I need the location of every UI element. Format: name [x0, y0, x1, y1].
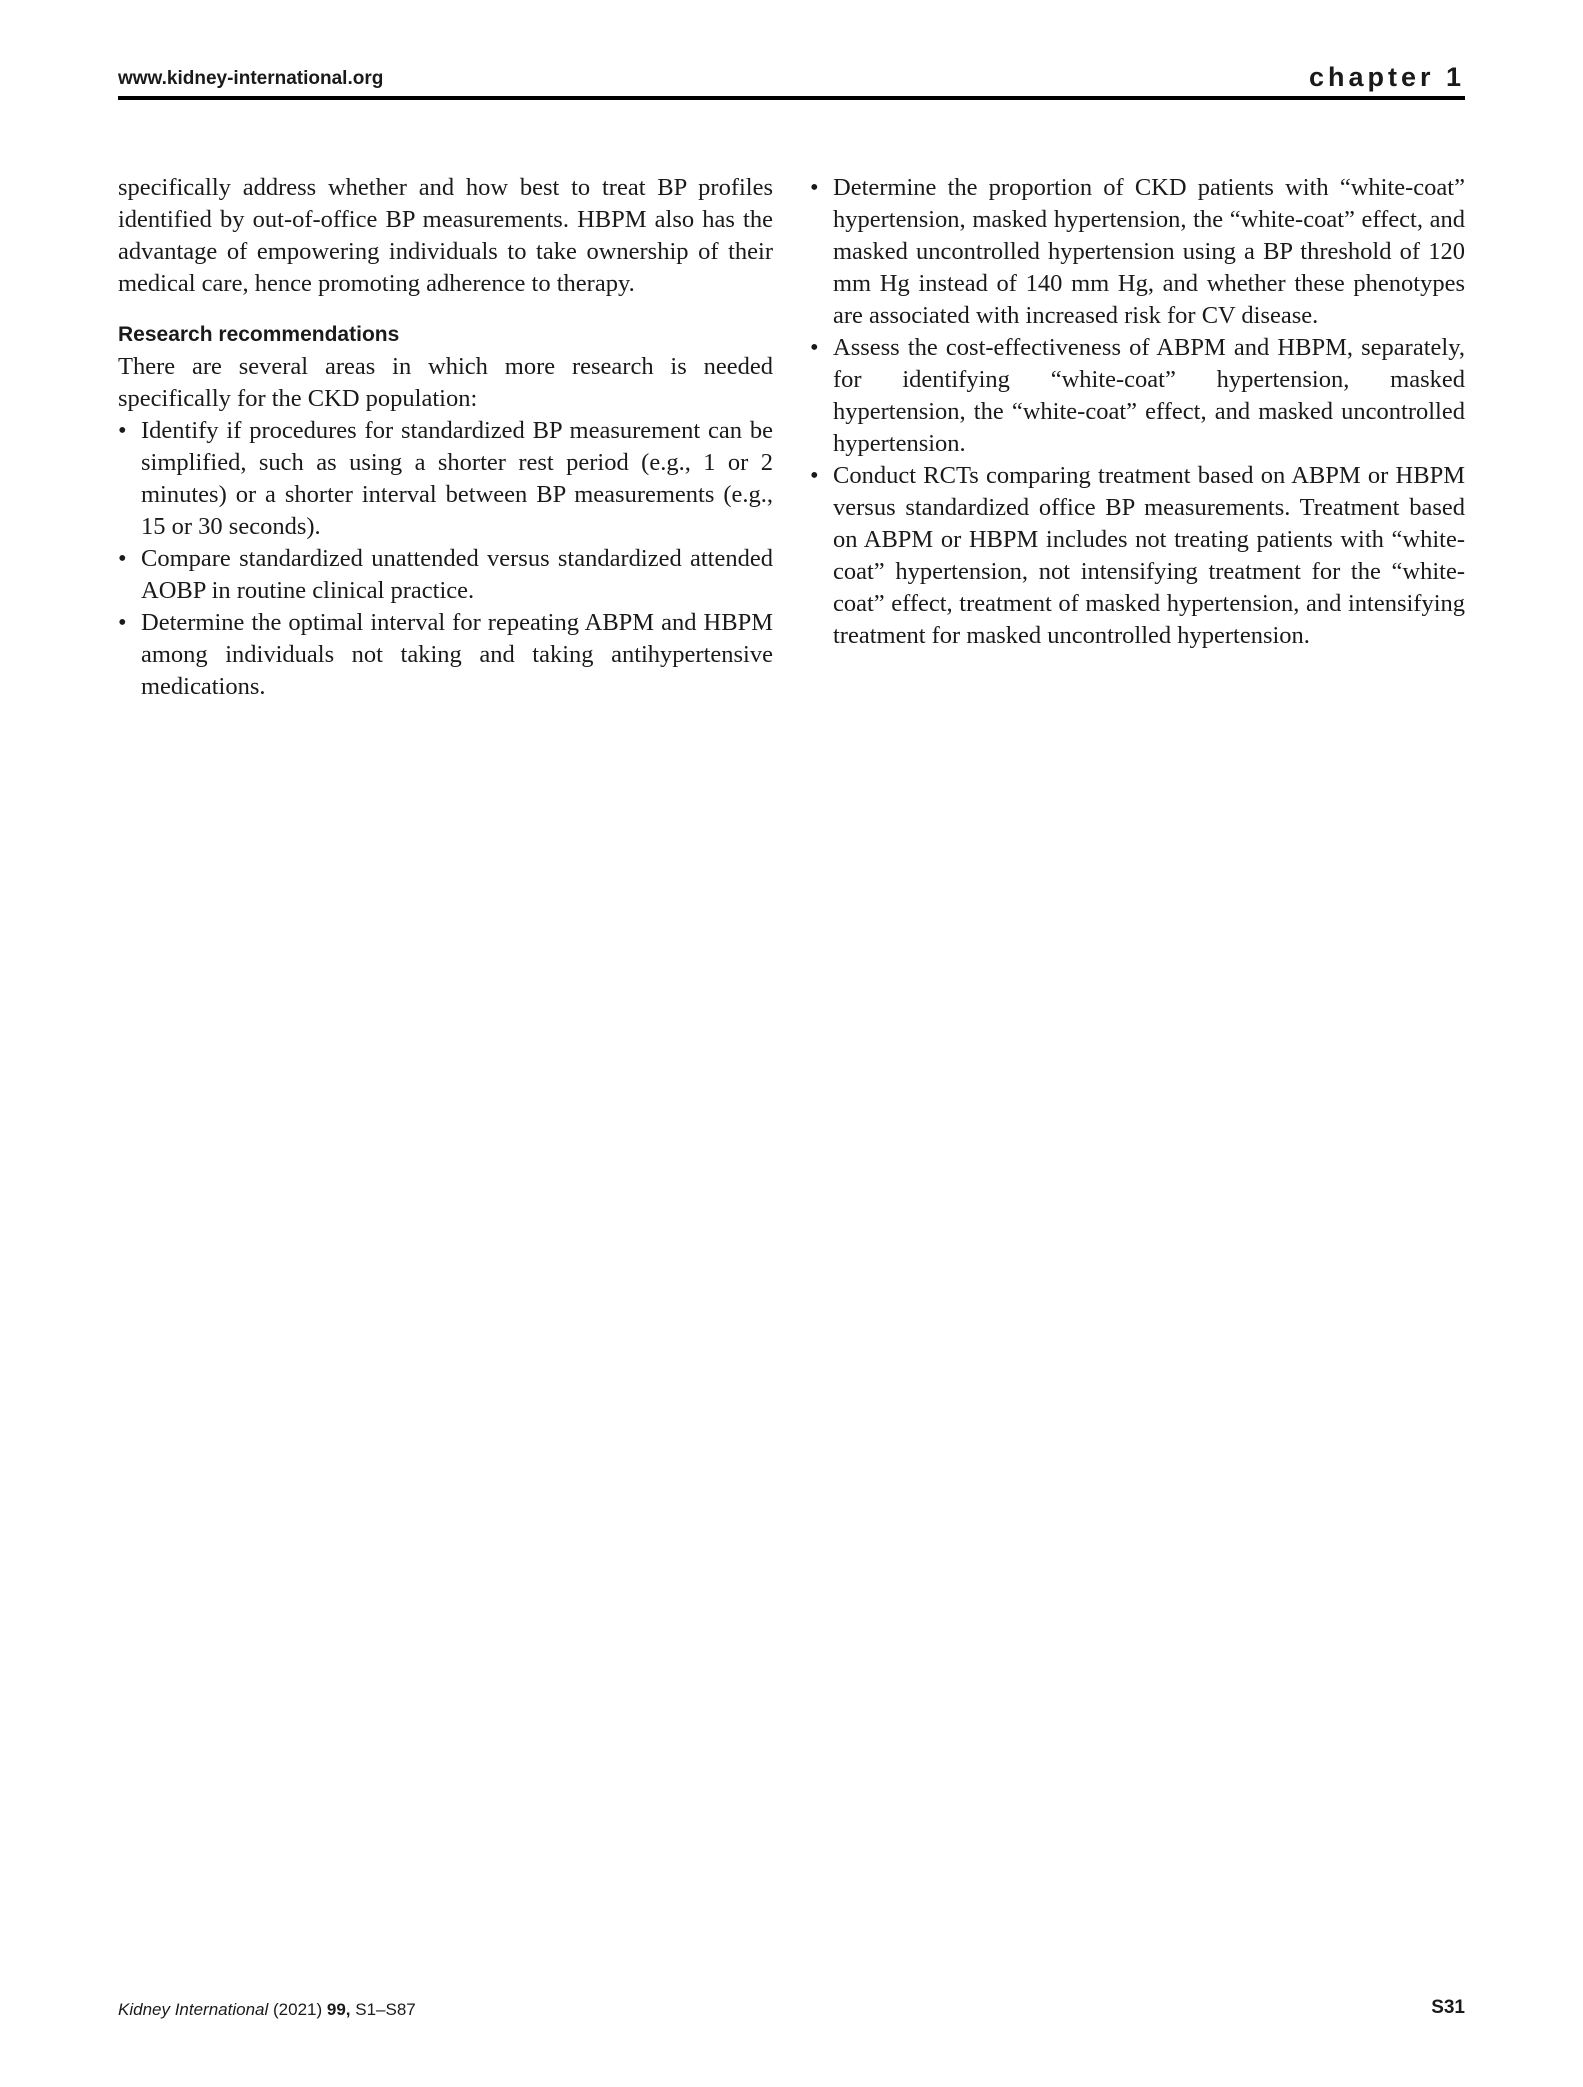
list-item: [810, 460, 1465, 652]
section-heading: Research recommendations: [118, 323, 400, 346]
footer-citation: [118, 2000, 416, 2020]
bullet-icon: •: [810, 334, 819, 361]
list-item: [118, 607, 773, 703]
left-column: [118, 172, 773, 703]
list-item-text: Determine the optimal interval for repeating ABPM and HBPM among individuals not taking and taking antihypertensive medications.: [141, 609, 773, 700]
journal-url: www.kidney-international.org: [118, 68, 384, 89]
chapter-label: chapter 1: [1308, 62, 1465, 92]
list-item-text: Compare standardized unattended versus standardized attended AOBP in routine clinical practice.: [141, 545, 773, 604]
list-item-text: Conduct RCTs comparing treatment based on ABPM or HBPM versus standardized office BP measurements. Treatment based on ABPM or HBPM includes not treating patients with “white-coat” hypertension, not intensifying treatment for the “white-coat” effect, treatment of masked hypertension, and intensifying treatment for masked uncontrolled hypertension.: [833, 462, 1465, 649]
bullet-icon: •: [810, 174, 819, 201]
bullet-list: [118, 415, 773, 703]
intro-paragraph: specifically address whether and how best to treat BP profiles identified by out-of-office BP measurements. HBPM also has the advantage of empowering individuals to take ownership of their medical care, hence promoting adherence to therapy.: [118, 174, 773, 297]
journal-pages: S1–S87: [355, 2000, 416, 2019]
list-item-text: Identify if procedures for standardized BP measurement can be simplified, such as using a shorter rest period (e.g., 1 or 2 minutes) or a shorter interval between BP measurements (e.g., 15 or 30 seconds).: [141, 417, 773, 540]
bullet-icon: •: [118, 545, 127, 572]
list-item: [118, 415, 773, 543]
list-item: [810, 172, 1465, 332]
list-item-text: Determine the proportion of CKD patients with “white-coat” hypertension, masked hypertension, the “white-coat” effect, and masked uncontrolled hypertension using a BP threshold of 120 mm Hg instead of 140 mm Hg, and whether these phenotypes are associated with increased risk for CV disease.: [833, 174, 1465, 329]
journal-year: (2021): [273, 2000, 323, 2019]
list-item: [118, 543, 773, 607]
journal-name: Kidney International: [118, 2000, 269, 2019]
bullet-icon: •: [118, 609, 127, 636]
journal-volume: 99,: [326, 2000, 351, 2019]
right-column: [810, 172, 1465, 652]
bullet-list: [810, 172, 1465, 652]
header-rule: [118, 96, 1465, 100]
bullet-icon: •: [810, 462, 819, 489]
bullet-icon: •: [118, 417, 127, 444]
page-number: S31: [1431, 1997, 1465, 2018]
list-item-text: Assess the cost-effectiveness of ABPM and HBPM, separately, for identifying “white-coat” hypertension, masked hypertension, the “white-coat” effect, and masked uncontrolled hypertension.: [833, 334, 1465, 457]
lead-paragraph: There are several areas in which more research is needed specifically for the CKD population:: [118, 353, 773, 412]
list-item: [810, 332, 1465, 460]
